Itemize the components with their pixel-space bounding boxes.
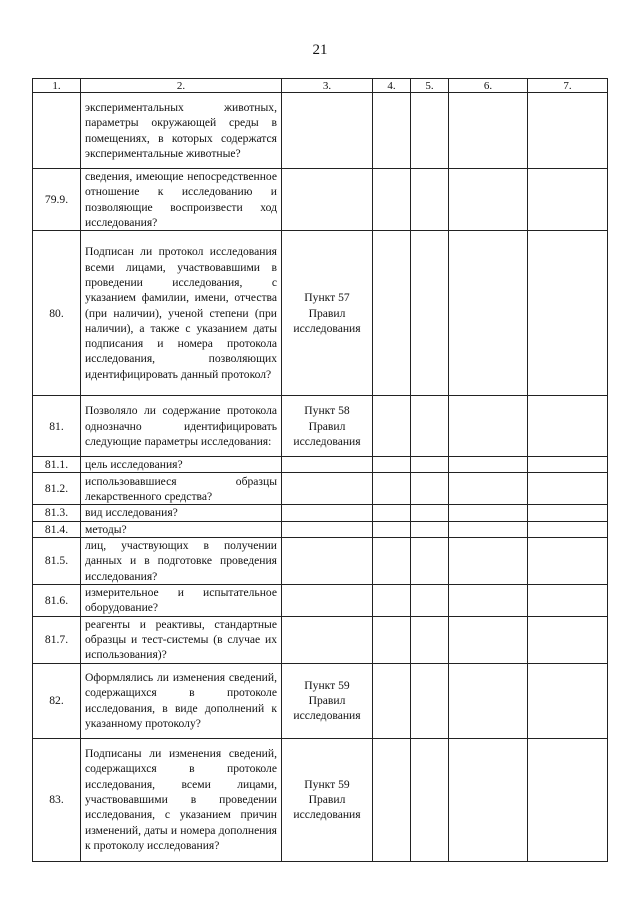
answer-cell-yes[interactable]	[373, 585, 411, 617]
row-question: лиц, участвующих в получении данных и в подготовке проведения исследования?	[81, 538, 282, 585]
table-row	[33, 93, 608, 169]
row-reference	[282, 505, 373, 521]
row-question: Оформлялись ли изменения сведений, содержащихся в протоколе исследования, в виде дополнений к указанному протоколу?	[81, 663, 282, 738]
answer-cell-na[interactable]	[449, 473, 528, 505]
table-row	[33, 457, 608, 473]
answer-cell-na[interactable]	[449, 396, 528, 457]
row-question: использовавшиеся образцы лекарственного средства?	[81, 473, 282, 505]
answer-cell-yes[interactable]	[373, 521, 411, 537]
answer-cell-na[interactable]	[449, 169, 528, 231]
notes-cell[interactable]	[528, 93, 608, 169]
row-reference	[282, 93, 373, 169]
notes-cell[interactable]	[528, 538, 608, 585]
column-header-2: 2.	[81, 79, 282, 93]
row-question: реагенты и реактивы, стандартные образцы и тест-системы (в случае их использования)?	[81, 616, 282, 663]
answer-cell-no[interactable]	[411, 585, 449, 617]
answer-cell-yes[interactable]	[373, 538, 411, 585]
row-question: Позволяло ли содержание протокола однозначно идентифицировать следующие параметры исследования:	[81, 396, 282, 457]
row-number: 81.6.	[33, 585, 81, 617]
answer-cell-yes[interactable]	[373, 505, 411, 521]
notes-cell[interactable]	[528, 396, 608, 457]
row-number: 81.5.	[33, 538, 81, 585]
column-header-6: 6.	[449, 79, 528, 93]
column-header-5: 5.	[411, 79, 449, 93]
notes-cell[interactable]	[528, 505, 608, 521]
row-number: 80.	[33, 231, 81, 396]
row-reference	[282, 538, 373, 585]
header-row	[33, 79, 608, 93]
notes-cell[interactable]	[528, 457, 608, 473]
answer-cell-na[interactable]	[449, 738, 528, 861]
answer-cell-no[interactable]	[411, 538, 449, 585]
answer-cell-yes[interactable]	[373, 169, 411, 231]
notes-cell[interactable]	[528, 231, 608, 396]
answer-cell-no[interactable]	[411, 457, 449, 473]
row-question: измерительное и испытательное оборудование?	[81, 585, 282, 617]
notes-cell[interactable]	[528, 738, 608, 861]
row-reference: Пункт 58 Правил исследования	[282, 396, 373, 457]
column-header-7: 7.	[528, 79, 608, 93]
row-number: 81.2.	[33, 473, 81, 505]
row-number: 81.4.	[33, 521, 81, 537]
answer-cell-na[interactable]	[449, 585, 528, 617]
column-header-1: 1.	[33, 79, 81, 93]
row-number: 83.	[33, 738, 81, 861]
row-question: методы?	[81, 521, 282, 537]
table-row	[33, 505, 608, 521]
row-reference	[282, 473, 373, 505]
checklist-table	[32, 78, 608, 862]
answer-cell-no[interactable]	[411, 473, 449, 505]
notes-cell[interactable]	[528, 616, 608, 663]
row-reference	[282, 585, 373, 617]
row-reference	[282, 457, 373, 473]
answer-cell-na[interactable]	[449, 538, 528, 585]
row-reference: Пункт 57 Правил исследования	[282, 231, 373, 396]
answer-cell-na[interactable]	[449, 457, 528, 473]
row-reference	[282, 616, 373, 663]
row-question: экспериментальных животных, параметры окружающей среды в помещениях, в которых содержатся экспериментальные животные?	[81, 93, 282, 169]
answer-cell-no[interactable]	[411, 616, 449, 663]
table-row	[33, 169, 608, 231]
answer-cell-na[interactable]	[449, 505, 528, 521]
answer-cell-no[interactable]	[411, 93, 449, 169]
row-question: цель исследования?	[81, 457, 282, 473]
notes-cell[interactable]	[528, 585, 608, 617]
answer-cell-na[interactable]	[449, 616, 528, 663]
table-row	[33, 616, 608, 663]
answer-cell-na[interactable]	[449, 231, 528, 396]
answer-cell-yes[interactable]	[373, 93, 411, 169]
answer-cell-yes[interactable]	[373, 396, 411, 457]
table-row	[33, 585, 608, 617]
row-reference: Пункт 59 Правил исследования	[282, 663, 373, 738]
answer-cell-no[interactable]	[411, 396, 449, 457]
row-reference	[282, 169, 373, 231]
answer-cell-no[interactable]	[411, 169, 449, 231]
row-number: 81.7.	[33, 616, 81, 663]
table-row	[33, 231, 608, 396]
answer-cell-no[interactable]	[411, 231, 449, 396]
answer-cell-na[interactable]	[449, 521, 528, 537]
answer-cell-no[interactable]	[411, 663, 449, 738]
answer-cell-yes[interactable]	[373, 663, 411, 738]
answer-cell-no[interactable]	[411, 505, 449, 521]
row-number: 79.9.	[33, 169, 81, 231]
answer-cell-na[interactable]	[449, 93, 528, 169]
answer-cell-yes[interactable]	[373, 738, 411, 861]
row-question: сведения, имеющие непосредственное отношение к исследованию и позволяющие воспроизвести ход исследования?	[81, 169, 282, 231]
row-reference	[282, 521, 373, 537]
page-number: 21	[312, 42, 328, 58]
row-reference: Пункт 59 Правил исследования	[282, 738, 373, 861]
answer-cell-yes[interactable]	[373, 457, 411, 473]
answer-cell-na[interactable]	[449, 663, 528, 738]
table-row	[33, 396, 608, 457]
row-question: Подписан ли протокол исследования всеми лицами, участвовавшими в проведении исследования, с указанием фамилии, имени, отчества (при наличии), ученой степени (при наличии), а также с указанием даты подписания и номера протокола исследования, позволяющих идентифицировать данный протокол?	[81, 231, 282, 396]
notes-cell[interactable]	[528, 521, 608, 537]
row-number: 82.	[33, 663, 81, 738]
column-header-3: 3.	[282, 79, 373, 93]
notes-cell[interactable]	[528, 663, 608, 738]
answer-cell-yes[interactable]	[373, 616, 411, 663]
row-number	[33, 93, 81, 169]
row-number: 81.3.	[33, 505, 81, 521]
row-question: Подписаны ли изменения сведений, содержащихся в протоколе исследования, всеми лицами, участвовавшими в проведении исследования, с указанием причин изменений, даты и номера дополнения к протоколу исследования?	[81, 738, 282, 861]
table-row	[33, 521, 608, 537]
table-row	[33, 663, 608, 738]
notes-cell[interactable]	[528, 473, 608, 505]
row-question: вид исследования?	[81, 505, 282, 521]
row-number: 81.	[33, 396, 81, 457]
table-row	[33, 473, 608, 505]
answer-cell-no[interactable]	[411, 521, 449, 537]
column-header-4: 4.	[373, 79, 411, 93]
answer-cell-yes[interactable]	[373, 473, 411, 505]
table-row	[33, 538, 608, 585]
answer-cell-no[interactable]	[411, 738, 449, 861]
answer-cell-yes[interactable]	[373, 231, 411, 396]
notes-cell[interactable]	[528, 169, 608, 231]
row-number: 81.1.	[33, 457, 81, 473]
table-row	[33, 738, 608, 861]
